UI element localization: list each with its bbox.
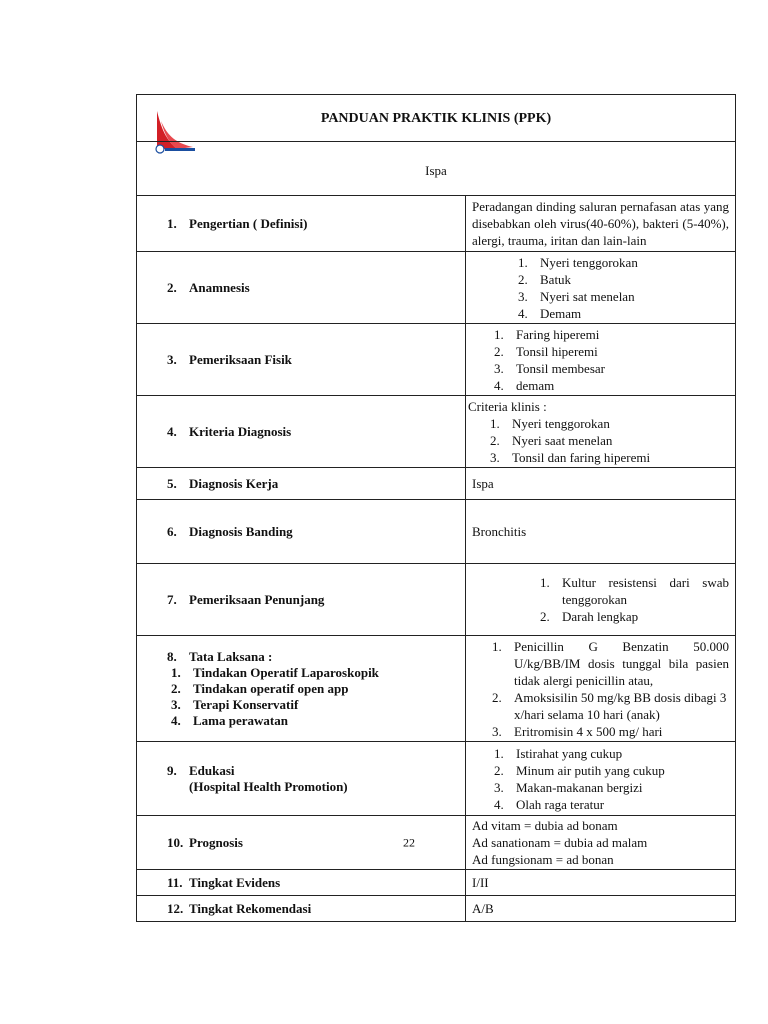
- row-value: Peradangan dinding saluran pernafasan atas yang disebabkan oleh virus(40-60%), bakteri (5-40%), alergi, trauma, iritan dan lain-lain: [466, 196, 736, 252]
- list-item: 1. Penicillin G Benzatin 50.000 U/kg/BB/IM dosis tunggal bila pasien tidak alergi penicillin atau,: [492, 638, 729, 688]
- list-item: 1. Nyeri tenggorokan: [518, 254, 638, 270]
- list-item: 3. Nyeri sat menelan: [518, 288, 635, 304]
- list-item: 2. Batuk: [518, 271, 572, 287]
- table-row: [137, 396, 736, 468]
- list-item: 3. Eritromisin 4 x 500 mg/ hari: [492, 723, 663, 739]
- row-label: 9. Edukasi (Hospital Health Promotion): [137, 742, 466, 816]
- table-row: [137, 564, 736, 636]
- table-row: [137, 252, 736, 324]
- row-label: 2. Anamnesis: [137, 252, 466, 324]
- row-value: [466, 742, 736, 816]
- list-item: 1. Faring hiperemi: [494, 326, 600, 342]
- sublabel-item: 1. Tindakan Operatif Laparoskopik: [171, 664, 379, 680]
- row-value: [466, 564, 736, 636]
- row-value: [466, 324, 736, 396]
- list-item: 1. Nyeri tenggorokan: [490, 415, 610, 431]
- document-header: [136, 94, 736, 196]
- row-label: 11. Tingkat Evidens: [137, 870, 466, 896]
- row-label: 5. Diagnosis Kerja: [137, 468, 466, 500]
- table-row: [137, 870, 736, 896]
- criteria-intro: Criteria klinis :: [468, 398, 547, 414]
- row-label: 7. Pemeriksaan Penunjang: [137, 564, 466, 636]
- ppk-table: [136, 195, 736, 922]
- row-label: 1. Pengertian ( Definisi): [137, 196, 466, 252]
- list-item: 3. Tonsil membesar: [494, 360, 605, 376]
- list-item: 1. Kultur resistensi dari swab tenggorokan: [540, 575, 729, 607]
- row-value: I/II: [466, 870, 736, 896]
- row-value: Ispa: [466, 468, 736, 500]
- row-value: [466, 396, 736, 468]
- list-item: 4. Olah raga teratur: [494, 796, 605, 812]
- row-label: 10. Prognosis 22: [137, 816, 466, 870]
- row-label: 8. Tata Laksana : 1. Tindakan Operatif Laparoskopik 2. Tindakan operatif open app 3. Terapi Konservatif 4. Lama perawatan: [137, 636, 466, 742]
- list-item: 3. Tonsil dan faring hiperemi: [490, 449, 651, 465]
- row-label: 6. Diagnosis Banding: [137, 500, 466, 564]
- header-divider: [137, 141, 735, 142]
- row-value: Bronchitis: [466, 500, 736, 564]
- list-item: 4. demam: [494, 377, 555, 393]
- sublabel-item: 3. Terapi Konservatif: [171, 696, 299, 712]
- list-item: 4. Demam: [518, 305, 582, 321]
- table-row: [137, 196, 736, 252]
- table-row: [137, 742, 736, 816]
- table-row: [137, 896, 736, 922]
- list-item: 2. Nyeri saat menelan: [490, 432, 613, 448]
- list-item: 2. Darah lengkap: [540, 609, 639, 624]
- row-label: 3. Pemeriksaan Fisik: [137, 324, 466, 396]
- table-row: [137, 468, 736, 500]
- row-value: Ad vitam = dubia ad bonam Ad sanationam = dubia ad malam Ad fungsionam = ad bonan: [466, 816, 736, 870]
- sublabel-item: 2. Tindakan operatif open app: [171, 680, 349, 696]
- table-row: [137, 500, 736, 564]
- row-label: 12. Tingkat Rekomendasi: [137, 896, 466, 922]
- list-item: 2. Amoksisilin 50 mg/kg BB dosis dibagi 3 x/hari selama 10 hari (anak): [492, 689, 727, 722]
- list-item: 2. Minum air putih yang cukup: [494, 762, 665, 778]
- row-value: [466, 252, 736, 324]
- document-title: PANDUAN PRAKTIK KLINIS (PPK): [320, 111, 552, 126]
- list-item: 3. Makan-makanan bergizi: [494, 779, 643, 795]
- list-item: 1. Istirahat yang cukup: [494, 745, 623, 761]
- table-row: [137, 636, 736, 742]
- row-value: A/B: [466, 896, 736, 922]
- row-label: 4. Kriteria Diagnosis: [137, 396, 466, 468]
- list-item: 2. Tonsil hiperemi: [494, 343, 598, 359]
- sublabel-item: 4. Lama perawatan: [171, 712, 288, 728]
- table-row: [137, 324, 736, 396]
- page-number: 22: [403, 835, 415, 849]
- document-subject: Ispa: [425, 163, 447, 178]
- row-value: [466, 636, 736, 742]
- table-row: [137, 816, 736, 870]
